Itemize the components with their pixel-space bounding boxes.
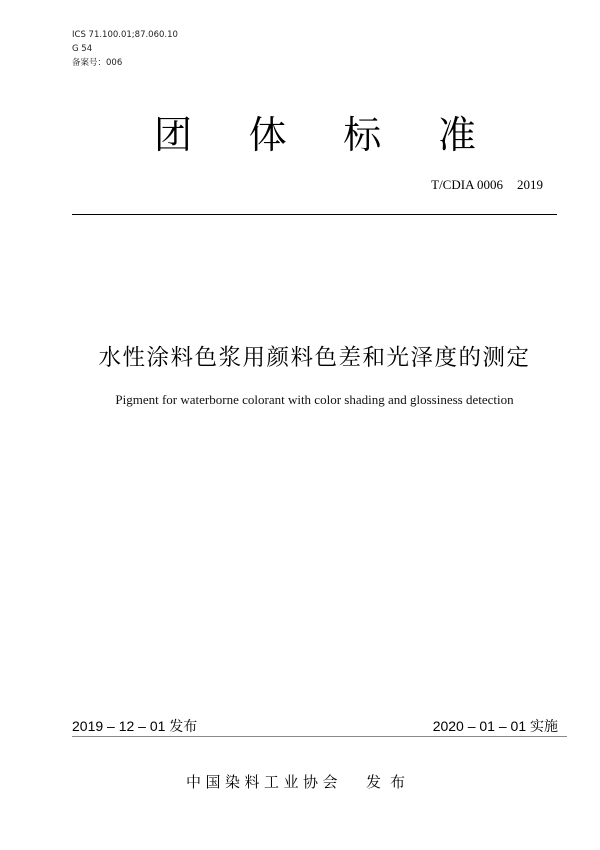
publisher-line bbox=[186, 771, 414, 792]
classification-codes bbox=[72, 28, 178, 70]
publication-date: 2019 – 12 – 01 发布 bbox=[72, 718, 198, 734]
document-type-char: 标 bbox=[343, 113, 382, 157]
ccs-code: G 54 bbox=[72, 44, 93, 54]
document-type-title bbox=[150, 110, 480, 160]
standard-year: 2019 bbox=[517, 177, 543, 192]
document-type-char: 体 bbox=[248, 113, 287, 157]
chinese-title: 水性涂料色浆用颜料色差和光泽度的测定 bbox=[98, 345, 531, 371]
filing-number: 备案号：006 bbox=[72, 58, 123, 68]
standard-number bbox=[431, 177, 543, 193]
english-title: Pigment for waterborne colorant with color shading and glossiness detection bbox=[115, 392, 514, 407]
footer-divider bbox=[72, 736, 567, 737]
header-divider bbox=[72, 214, 557, 215]
document-type-char: 准 bbox=[437, 113, 476, 157]
ics-code: ICS 71.100.01;87.060.10 bbox=[72, 30, 178, 40]
publisher-organization: 中国染料工业协会 bbox=[186, 773, 343, 791]
implementation-date: 2020 – 01 – 01 实施 bbox=[432, 718, 558, 734]
document-type-char: 团 bbox=[153, 113, 192, 157]
publisher-action: 发布 bbox=[366, 773, 415, 791]
standard-code: T/CDIA 0006 bbox=[431, 177, 503, 192]
